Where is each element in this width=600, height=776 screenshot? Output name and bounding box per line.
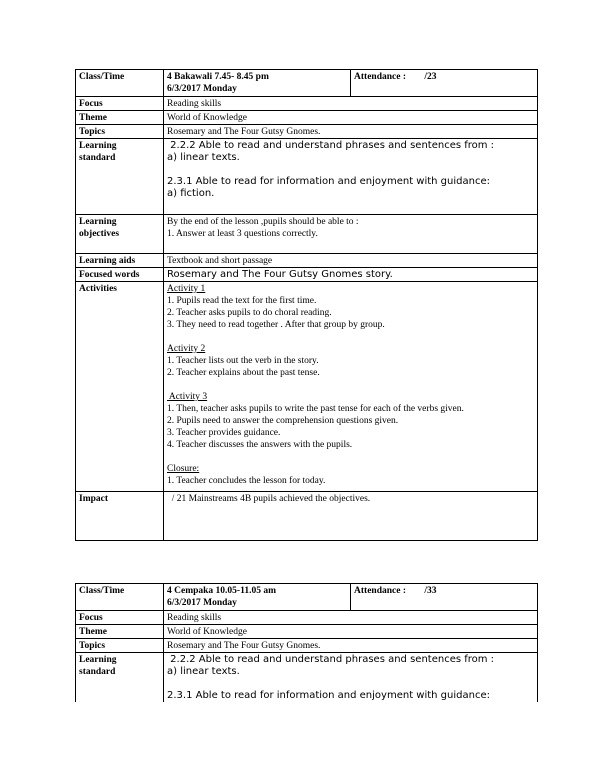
learning-aids-value: Textbook and short passage bbox=[164, 254, 538, 268]
activities-label: Activities bbox=[76, 282, 164, 492]
spacer bbox=[167, 678, 534, 690]
learning-objectives-value bbox=[164, 215, 538, 254]
attendance-label: Attendance : bbox=[354, 72, 406, 82]
learning-objectives-label bbox=[76, 215, 164, 254]
impact-value: / 21 Mainstreams 4B pupils achieved the objectives. bbox=[164, 492, 538, 541]
label-line: Learning bbox=[79, 217, 117, 227]
activities-value bbox=[164, 282, 538, 492]
label-line: Learning bbox=[79, 655, 117, 665]
activity-step: 2. Teacher asks pupils to do choral reading. bbox=[167, 308, 332, 318]
class-name: 4 Bakawali 7.45- 8.45 pm bbox=[167, 72, 269, 82]
class-date: 6/3/2017 Monday bbox=[167, 84, 237, 94]
class-time-cell bbox=[164, 70, 351, 97]
class-time-cell bbox=[164, 584, 351, 611]
attendance-label: Attendance : bbox=[354, 586, 406, 596]
activity-step: 1. Then, teacher asks pupils to write the past tense for each of the verbs given. bbox=[167, 404, 464, 414]
topics-label: Topics bbox=[76, 639, 164, 653]
focused-words-label: Focused words bbox=[76, 268, 164, 282]
class-time-label: Class/Time bbox=[76, 584, 164, 611]
focus-value: Reading skills bbox=[164, 611, 538, 625]
label-line: Learning bbox=[79, 141, 117, 151]
theme-label: Theme bbox=[76, 111, 164, 125]
label-line: standard bbox=[79, 153, 116, 163]
focused-words-row bbox=[76, 268, 538, 282]
class-row bbox=[76, 584, 538, 611]
closure-title: Closure: bbox=[167, 464, 200, 474]
class-row bbox=[76, 70, 538, 97]
objective-line: 1. Answer at least 3 questions correctly. bbox=[167, 229, 318, 239]
activity-step: 1. Pupils read the text for the first time. bbox=[167, 296, 317, 306]
activity-step: 2. Pupils need to answer the comprehension questions given. bbox=[167, 416, 399, 426]
theme-value: World of Knowledge bbox=[164, 625, 538, 639]
standard-line: a) linear texts. bbox=[167, 666, 240, 677]
spacer bbox=[167, 164, 534, 176]
class-name: 4 Cempaka 10.05-11.05 am bbox=[167, 586, 276, 596]
topics-row bbox=[76, 125, 538, 139]
lesson-plan-table bbox=[75, 69, 538, 541]
focus-value: Reading skills bbox=[164, 97, 538, 111]
learning-standard-label bbox=[76, 653, 164, 703]
attendance-cell bbox=[351, 70, 538, 97]
label-line: objectives bbox=[79, 229, 120, 239]
standard-line: 2.3.1 Able to read for information and enjoyment with guidance: bbox=[167, 176, 490, 187]
activities-row bbox=[76, 282, 538, 492]
learning-standard-value bbox=[164, 653, 538, 703]
standard-line: a) linear texts. bbox=[167, 152, 240, 163]
lesson-plan-1 bbox=[75, 69, 537, 541]
spacer bbox=[167, 331, 534, 343]
topics-row bbox=[76, 639, 538, 653]
standard-line: 2.3.1 Able to read for information and enjoyment with guidance: bbox=[167, 690, 490, 701]
activity-step: 4. Teacher discusses the answers with the pupils. bbox=[167, 440, 353, 450]
learning-aids-label: Learning aids bbox=[76, 254, 164, 268]
activity-title: Activity 1 bbox=[167, 284, 206, 294]
class-time-label: Class/Time bbox=[76, 70, 164, 97]
focus-row bbox=[76, 97, 538, 111]
theme-value: World of Knowledge bbox=[164, 111, 538, 125]
objective-line: By the end of the lesson ,pupils should be able to : bbox=[167, 217, 359, 227]
learning-standard-value bbox=[164, 139, 538, 215]
standard-line: 2.2.2 Able to read and understand phrases and sentences from : bbox=[167, 140, 495, 151]
learning-objectives-row bbox=[76, 215, 538, 254]
learning-aids-row bbox=[76, 254, 538, 268]
focus-label: Focus bbox=[76, 97, 164, 111]
theme-row bbox=[76, 111, 538, 125]
theme-row bbox=[76, 625, 538, 639]
activity-step: 1. Teacher lists out the verb in the story. bbox=[167, 356, 319, 366]
standard-line: 2.2.2 Able to read and understand phrases and sentences from : bbox=[167, 654, 495, 665]
learning-standard-row bbox=[76, 653, 538, 703]
lesson-plan-2 bbox=[75, 583, 537, 702]
attendance-value: /23 bbox=[424, 72, 437, 82]
learning-standard-row bbox=[76, 139, 538, 215]
spacer bbox=[167, 379, 534, 391]
lesson-plan-table bbox=[75, 583, 538, 702]
activity-step: 3. They need to read together . After that group by group. bbox=[167, 320, 385, 330]
class-date: 6/3/2017 Monday bbox=[167, 598, 237, 608]
activity-title: Activity 3 bbox=[167, 392, 208, 402]
label-line: standard bbox=[79, 667, 116, 677]
focus-label: Focus bbox=[76, 611, 164, 625]
standard-line: a) fiction. bbox=[167, 188, 215, 199]
activity-title: Activity 2 bbox=[167, 344, 206, 354]
activity-step: 3. Teacher provides guidance. bbox=[167, 428, 281, 438]
impact-row bbox=[76, 492, 538, 541]
closure-step: 1. Teacher concludes the lesson for today. bbox=[167, 476, 326, 486]
learning-standard-label bbox=[76, 139, 164, 215]
theme-label: Theme bbox=[76, 625, 164, 639]
focused-words-value: Rosemary and The Four Gutsy Gnomes story. bbox=[164, 268, 538, 282]
attendance-cell bbox=[351, 584, 538, 611]
impact-label: Impact bbox=[76, 492, 164, 541]
topics-value: Rosemary and The Four Gutsy Gnomes. bbox=[164, 639, 538, 653]
attendance-value: /33 bbox=[424, 586, 437, 596]
activity-step: 2. Teacher explains about the past tense. bbox=[167, 368, 320, 378]
topics-value: Rosemary and The Four Gutsy Gnomes. bbox=[164, 125, 538, 139]
spacer bbox=[167, 451, 534, 463]
focus-row bbox=[76, 611, 538, 625]
topics-label: Topics bbox=[76, 125, 164, 139]
